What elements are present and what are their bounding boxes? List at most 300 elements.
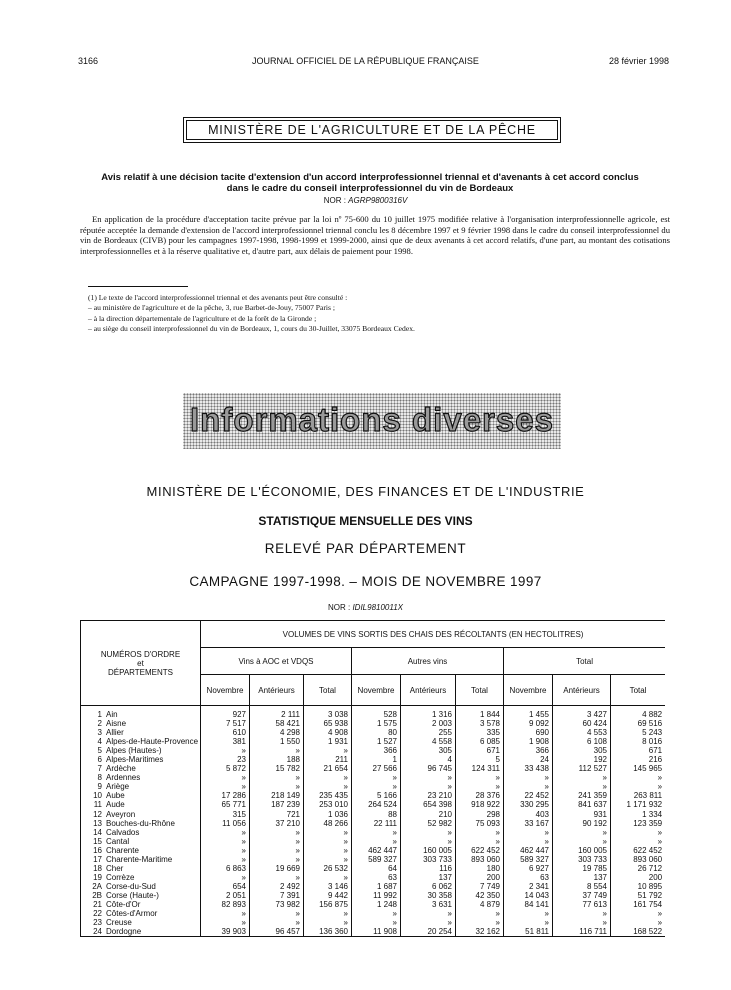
department-number: 15	[93, 836, 102, 846]
value-cell: 5 872	[201, 764, 250, 773]
department-number: 18	[93, 863, 102, 873]
department-name: Ardennes	[106, 773, 141, 783]
table-row	[81, 764, 666, 773]
value-cell: »	[250, 909, 304, 918]
department-number: 2A	[92, 881, 102, 891]
department-name: Ain	[106, 710, 118, 719]
ministry-agriculture-title: MINISTÈRE DE L'AGRICULTURE ET DE LA PÊCHE	[208, 123, 536, 137]
value-cell: 22 111	[352, 819, 401, 828]
value-cell: »	[401, 918, 456, 927]
value-cell: 610	[201, 728, 250, 737]
value-cell: 721	[250, 810, 304, 819]
value-cell: 11 992	[352, 891, 401, 900]
department-cell	[81, 800, 201, 809]
value-cell: »	[504, 773, 553, 782]
department-cell	[81, 918, 201, 927]
table-row	[81, 773, 666, 782]
department-cell	[81, 728, 201, 737]
col-header-total: Total	[304, 675, 352, 706]
value-cell: 168 522	[611, 927, 666, 937]
department-number: 10	[93, 791, 102, 801]
department-cell	[81, 746, 201, 755]
value-cell: 26 532	[304, 864, 352, 873]
value-cell: 918 922	[456, 800, 504, 809]
value-cell: 123 359	[611, 819, 666, 828]
value-cell: »	[304, 837, 352, 846]
journal-title: JOURNAL OFFICIEL DE LA RÉPUBLIQUE FRANÇAISE	[252, 56, 479, 66]
value-cell: 403	[504, 810, 553, 819]
value-cell: 210	[401, 810, 456, 819]
value-cell: 330 295	[504, 800, 553, 809]
table-row	[81, 706, 666, 720]
value-cell: 156 875	[304, 900, 352, 909]
value-cell: »	[401, 828, 456, 837]
department-cell	[81, 755, 201, 764]
value-cell: »	[250, 773, 304, 782]
value-cell: 5 166	[352, 791, 401, 800]
table-row	[81, 909, 666, 918]
value-cell: »	[504, 837, 553, 846]
value-cell: 4 882	[611, 706, 666, 720]
value-cell: »	[456, 782, 504, 791]
value-cell: 927	[201, 706, 250, 720]
table-body	[81, 706, 666, 937]
department-cell	[81, 927, 201, 937]
value-cell: 3 631	[401, 900, 456, 909]
value-cell: »	[611, 782, 666, 791]
department-name: Cher	[106, 863, 124, 873]
table-row	[81, 791, 666, 800]
value-cell: »	[304, 918, 352, 927]
value-cell: 931	[553, 810, 611, 819]
table-row	[81, 719, 666, 728]
table-row	[81, 755, 666, 764]
department-number: 22	[93, 909, 102, 919]
department-name: Ardèche	[106, 764, 136, 774]
value-cell: 1 248	[352, 900, 401, 909]
value-cell: 211	[304, 755, 352, 764]
value-cell: 671	[611, 746, 666, 755]
value-cell: »	[401, 909, 456, 918]
value-cell: 96 745	[401, 764, 456, 773]
value-cell: »	[201, 855, 250, 864]
value-cell: 366	[352, 746, 401, 755]
value-cell: 893 060	[456, 855, 504, 864]
value-cell: 1 550	[250, 737, 304, 746]
value-cell: 2 051	[201, 891, 250, 900]
value-cell: 622 452	[611, 846, 666, 855]
value-cell: 1 844	[456, 706, 504, 720]
value-cell: 589 327	[504, 855, 553, 864]
value-cell: 303 733	[401, 855, 456, 864]
department-number: 21	[93, 899, 102, 909]
value-cell: »	[504, 782, 553, 791]
value-cell: »	[352, 837, 401, 846]
value-cell: 2 003	[401, 719, 456, 728]
value-cell: »	[553, 918, 611, 927]
table-row	[81, 782, 666, 791]
value-cell: »	[201, 873, 250, 882]
value-cell: 63	[504, 873, 553, 882]
value-cell: 21 654	[304, 764, 352, 773]
value-cell: 145 965	[611, 764, 666, 773]
page-number: 3166	[78, 56, 99, 66]
department-number: 2B	[92, 890, 102, 900]
department-number: 7	[97, 764, 102, 774]
value-cell: 4	[401, 755, 456, 764]
table-row	[81, 819, 666, 828]
value-cell: 60 424	[553, 719, 611, 728]
value-cell: 77 613	[553, 900, 611, 909]
table-row	[81, 737, 666, 746]
value-cell: »	[352, 909, 401, 918]
value-cell: 22 452	[504, 791, 553, 800]
value-cell: 137	[401, 873, 456, 882]
value-cell: »	[401, 837, 456, 846]
value-cell: »	[456, 773, 504, 782]
value-cell: 96 457	[250, 927, 304, 937]
value-cell: »	[304, 782, 352, 791]
table-row	[81, 728, 666, 737]
value-cell: »	[352, 918, 401, 927]
value-cell: 6 108	[553, 737, 611, 746]
department-name: Dordogne	[106, 927, 142, 937]
value-cell: »	[553, 837, 611, 846]
value-cell: 654 398	[401, 800, 456, 809]
department-cell	[81, 873, 201, 882]
value-cell: 37 749	[553, 891, 611, 900]
value-cell: »	[304, 828, 352, 837]
value-cell: »	[611, 909, 666, 918]
value-cell: 218 149	[250, 791, 304, 800]
department-name: Creuse	[106, 918, 132, 928]
section-nor-label: NOR :	[327, 603, 351, 612]
notice-body: En application de la procédure d'acceptation tacite prévue par la loi nº 75-600 du 10 juillet 1975 modifiée relative à l'organisation interprofessionnelle agricole, est réputée acceptée la demande d'extension de l'accord interprofessionnel triennal conclu les 8 décembre 1997 et 9 février 1998 dans le cadre du conseil interprofessionnel du vin de Bordeaux (CIVB) pour les campagnes 1997-1998, 1998-1999 et 1999-2000, ainsi que de deux avenants à cet accord relatifs, d'une part, au montant des cotisations interprofessionnelles et à la réserve qualitative et, d'autre part, aux délais de paiement pour 1998.	[80, 214, 670, 256]
value-cell: »	[201, 846, 250, 855]
value-cell: 671	[456, 746, 504, 755]
department-name: Allier	[106, 728, 124, 738]
department-name: Aude	[106, 800, 125, 810]
department-cell	[81, 773, 201, 782]
table-row	[81, 864, 666, 873]
value-cell: »	[201, 782, 250, 791]
col-header-novembre: Novembre	[504, 675, 553, 706]
department-name: Aveyron	[106, 809, 136, 819]
value-cell: 462 447	[504, 846, 553, 855]
table-row	[81, 882, 666, 891]
value-cell: 14 043	[504, 891, 553, 900]
value-cell: »	[611, 918, 666, 927]
table-row	[81, 810, 666, 819]
table-row	[81, 927, 666, 937]
col-header-total: Total	[456, 675, 504, 706]
value-cell: »	[553, 773, 611, 782]
value-cell: 73 982	[250, 900, 304, 909]
value-cell: 116 711	[553, 927, 611, 937]
value-cell: »	[250, 918, 304, 927]
value-cell: »	[611, 828, 666, 837]
value-cell: 241 359	[553, 791, 611, 800]
department-number: 17	[93, 854, 102, 864]
value-cell: 841 637	[553, 800, 611, 809]
department-number: 2	[97, 719, 102, 729]
value-cell: 4 879	[456, 900, 504, 909]
value-cell: 263 811	[611, 791, 666, 800]
department-name: Alpes (Hautes-)	[106, 746, 162, 756]
ministry-agriculture-box	[183, 117, 561, 143]
department-number: 1	[97, 710, 102, 719]
department-cell	[81, 900, 201, 909]
department-number: 16	[93, 845, 102, 855]
value-cell: 28 376	[456, 791, 504, 800]
value-cell: 335	[456, 728, 504, 737]
col-header-novembre: Novembre	[201, 675, 250, 706]
department-column-header	[81, 621, 201, 706]
value-cell: 893 060	[611, 855, 666, 864]
value-cell: 298	[456, 810, 504, 819]
value-cell: 32 162	[456, 927, 504, 937]
table-row	[81, 846, 666, 855]
department-number: 9	[97, 782, 102, 792]
value-cell: 305	[553, 746, 611, 755]
department-cell	[81, 846, 201, 855]
value-cell: 6 085	[456, 737, 504, 746]
section-nor	[0, 603, 731, 612]
value-cell: 622 452	[456, 846, 504, 855]
value-cell: 3 038	[304, 706, 352, 720]
table-row	[81, 900, 666, 909]
footnote-line: – au siège du conseil interprofessionnel du vin de Bordeaux, 1, cours du 30-Juillet, 33075 Bordeaux Cedex.	[88, 324, 415, 334]
value-cell: 11 056	[201, 819, 250, 828]
department-cell	[81, 909, 201, 918]
value-cell: »	[456, 837, 504, 846]
value-cell: 462 447	[352, 846, 401, 855]
statistic-title: STATISTIQUE MENSUELLE DES VINS	[258, 514, 473, 528]
footnote-line: – à la direction départementale de l'agriculture et de la forêt de la Gironde ;	[88, 313, 317, 323]
department-cell	[81, 764, 201, 773]
value-cell: 8 554	[553, 882, 611, 891]
department-name: Bouches-du-Rhône	[106, 818, 175, 828]
value-cell: 124 311	[456, 764, 504, 773]
department-number: 6	[97, 755, 102, 765]
dept-header-line: et	[137, 658, 144, 668]
value-cell: 4 553	[553, 728, 611, 737]
value-cell: 90 192	[553, 819, 611, 828]
value-cell: 23 210	[401, 791, 456, 800]
value-cell: »	[352, 782, 401, 791]
value-cell: »	[504, 828, 553, 837]
col-header-total: Total	[611, 675, 666, 706]
value-cell: »	[250, 828, 304, 837]
campaign-title: CAMPAGNE 1997-1998. – MOIS DE NOVEMBRE 1997	[189, 574, 542, 589]
section-ministry: MINISTÈRE DE L'ÉCONOMIE, DES FINANCES ET DE L'INDUSTRIE	[146, 484, 585, 499]
value-cell: 6 927	[504, 864, 553, 873]
department-number: 23	[93, 918, 102, 928]
value-cell: 1 171 932	[611, 800, 666, 809]
value-cell: »	[201, 837, 250, 846]
value-cell: 20 254	[401, 927, 456, 937]
value-cell: 80	[352, 728, 401, 737]
department-name: Charente	[106, 845, 139, 855]
value-cell: »	[201, 746, 250, 755]
department-number: 5	[97, 746, 102, 756]
value-cell: 75 093	[456, 819, 504, 828]
department-cell	[81, 882, 201, 891]
value-cell: »	[304, 846, 352, 855]
value-cell: 11 908	[352, 927, 401, 937]
department-name: Corse (Haute-)	[106, 890, 159, 900]
department-name: Alpes-de-Haute-Provence	[106, 737, 199, 747]
table-row	[81, 828, 666, 837]
dept-header-line: NUMÉROS D'ORDRE	[100, 649, 181, 659]
table-row	[81, 800, 666, 809]
department-number: 3	[97, 728, 102, 738]
value-cell: 187 239	[250, 800, 304, 809]
value-cell: 39 903	[201, 927, 250, 937]
value-cell: 112 527	[553, 764, 611, 773]
department-name: Aube	[106, 791, 125, 801]
value-cell: 65 771	[201, 800, 250, 809]
value-cell: »	[250, 846, 304, 855]
value-cell: »	[504, 918, 553, 927]
footnotes	[88, 293, 415, 335]
value-cell: 180	[456, 864, 504, 873]
table-row	[81, 837, 666, 846]
value-cell: »	[553, 828, 611, 837]
notice-nor	[0, 196, 731, 205]
value-cell: »	[304, 855, 352, 864]
department-number: 24	[93, 927, 102, 937]
value-cell: 381	[201, 737, 250, 746]
value-cell: 3 427	[553, 706, 611, 720]
value-cell: »	[201, 773, 250, 782]
value-cell: »	[611, 837, 666, 846]
notice-nor-label: NOR :	[323, 196, 346, 205]
value-cell: 30 358	[401, 891, 456, 900]
value-cell: 2 111	[250, 706, 304, 720]
group-header-total: Total	[504, 648, 666, 675]
department-cell	[81, 828, 201, 837]
value-cell: 160 005	[401, 846, 456, 855]
department-cell	[81, 837, 201, 846]
footnote-line: (1) Le texte de l'accord interprofessionnel triennal et des avenants peut être consulté :	[88, 293, 348, 302]
table-row	[81, 918, 666, 927]
wine-statistics-table	[80, 620, 665, 937]
value-cell: »	[611, 773, 666, 782]
table-row	[81, 855, 666, 864]
value-cell: 255	[401, 728, 456, 737]
value-cell: »	[250, 855, 304, 864]
department-cell	[81, 810, 201, 819]
value-cell: 8 016	[611, 737, 666, 746]
value-cell: 1 908	[504, 737, 553, 746]
value-cell: 9 442	[304, 891, 352, 900]
col-header-anterieurs: Antérieurs	[553, 675, 611, 706]
value-cell: 216	[611, 755, 666, 764]
value-cell: 1 527	[352, 737, 401, 746]
department-name: Charente-Maritime	[106, 854, 173, 864]
value-cell: 58 421	[250, 719, 304, 728]
department-number: 8	[97, 773, 102, 783]
department-cell	[81, 791, 201, 800]
value-cell: 1 036	[304, 810, 352, 819]
value-cell: »	[456, 828, 504, 837]
department-name: Côte-d'Or	[106, 899, 141, 909]
banner-title: Informations diverses	[190, 401, 554, 438]
value-cell: 264 524	[352, 800, 401, 809]
department-cell	[81, 782, 201, 791]
value-cell: 136 360	[304, 927, 352, 937]
value-cell: 366	[504, 746, 553, 755]
value-cell: 1 316	[401, 706, 456, 720]
value-cell: 23	[201, 755, 250, 764]
value-cell: 654	[201, 882, 250, 891]
value-cell: 589 327	[352, 855, 401, 864]
value-cell: 161 754	[611, 900, 666, 909]
value-cell: 63	[352, 873, 401, 882]
value-cell: 116	[401, 864, 456, 873]
value-cell: 52 982	[401, 819, 456, 828]
value-cell: »	[201, 918, 250, 927]
department-cell	[81, 864, 201, 873]
value-cell: 137	[553, 873, 611, 882]
dept-header-line: DÉPARTEMENTS	[107, 667, 174, 677]
department-number: 14	[93, 827, 102, 837]
value-cell: 9 092	[504, 719, 553, 728]
value-cell: 19 669	[250, 864, 304, 873]
value-cell: »	[401, 782, 456, 791]
value-cell: 69 516	[611, 719, 666, 728]
department-name: Alpes-Maritimes	[106, 755, 164, 765]
value-cell: 2 492	[250, 882, 304, 891]
value-cell: 253 010	[304, 800, 352, 809]
value-cell: 200	[611, 873, 666, 882]
value-cell: 26 712	[611, 864, 666, 873]
value-cell: 64	[352, 864, 401, 873]
department-cell	[81, 737, 201, 746]
department-number: 12	[93, 809, 102, 819]
department-cell	[81, 719, 201, 728]
value-cell: »	[304, 773, 352, 782]
department-cell	[81, 855, 201, 864]
statistic-subtitle: RELEVÉ PAR DÉPARTEMENT	[264, 541, 467, 556]
value-cell: »	[401, 773, 456, 782]
value-cell: 4 558	[401, 737, 456, 746]
value-cell: 4 298	[250, 728, 304, 737]
department-name: Côtes-d'Armor	[106, 909, 158, 919]
value-cell: »	[250, 837, 304, 846]
value-cell: »	[504, 909, 553, 918]
value-cell: 200	[456, 873, 504, 882]
value-cell: »	[352, 828, 401, 837]
group-header-aoc: Vins à AOC et VDQS	[201, 648, 352, 675]
volumes-header: VOLUMES DE VINS SORTIS DES CHAIS DES RÉCOLTANTS (EN HECTOLITRES)	[201, 621, 666, 648]
department-number: 19	[93, 872, 102, 882]
department-number: 13	[93, 818, 102, 828]
col-header-novembre: Novembre	[352, 675, 401, 706]
value-cell: 33 438	[504, 764, 553, 773]
department-cell	[81, 819, 201, 828]
group-header-other: Autres vins	[352, 648, 504, 675]
section-nor-code: IDIL9810011X	[352, 603, 404, 612]
value-cell: 88	[352, 810, 401, 819]
wine-statistics-table-wrap	[80, 620, 665, 982]
value-cell: 84 141	[504, 900, 553, 909]
value-cell: 10 895	[611, 882, 666, 891]
value-cell: 1 931	[304, 737, 352, 746]
value-cell: 51 811	[504, 927, 553, 937]
footnote-rule	[88, 286, 188, 287]
